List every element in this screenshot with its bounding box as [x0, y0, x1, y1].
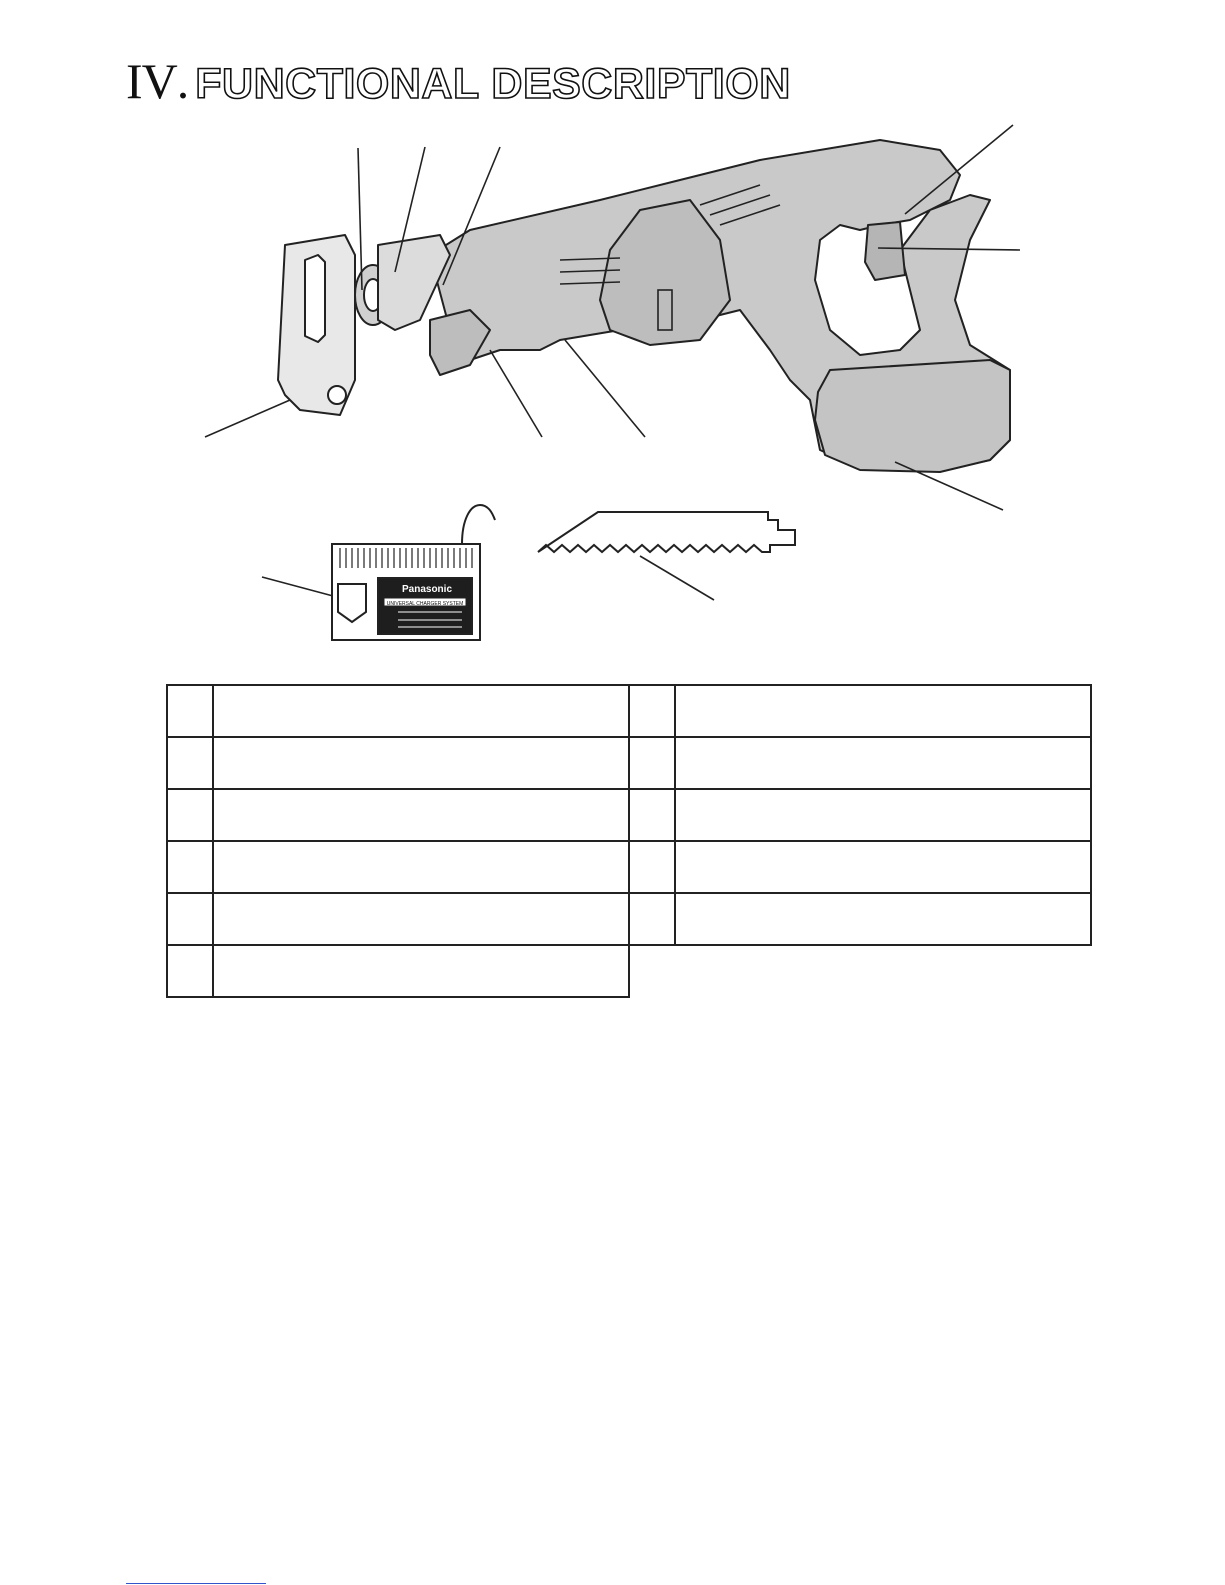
charger-brand: Panasonic: [401, 584, 453, 595]
part-name-cell: [675, 789, 1091, 841]
battery-pack: [815, 360, 1010, 472]
part-name-cell: [675, 841, 1091, 893]
shoe-guard: [430, 310, 490, 375]
part-name-cell: [213, 685, 629, 737]
part-name-cell: [213, 945, 629, 997]
parts-table: [166, 684, 1092, 998]
part-number-cell: [629, 841, 675, 893]
footer-rule: [126, 1583, 266, 1584]
table-row: [167, 789, 1091, 841]
battery-charger: [332, 505, 495, 640]
table-row: [167, 945, 1091, 997]
table-row: [167, 841, 1091, 893]
part-number-cell: [167, 945, 213, 997]
part-name-cell: [213, 737, 629, 789]
part-name-cell: [213, 789, 629, 841]
table-row: [167, 893, 1091, 945]
part-name-cell: [213, 893, 629, 945]
table-row: [167, 737, 1091, 789]
part-number-cell: [629, 893, 675, 945]
part-number-cell: [167, 685, 213, 737]
trigger: [865, 222, 905, 280]
part-number-cell: [629, 685, 675, 737]
part-name-cell: [213, 841, 629, 893]
saw-blade: [538, 512, 795, 552]
part-number-cell: [167, 841, 213, 893]
table-row: [167, 685, 1091, 737]
part-number-cell: [167, 893, 213, 945]
section-number-dot: .: [176, 53, 190, 109]
part-number-cell: [629, 789, 675, 841]
section-title: FUNCTIONAL DESCRIPTION: [195, 60, 791, 108]
part-number-cell: [167, 789, 213, 841]
part-number-cell: [167, 737, 213, 789]
part-number-cell: [629, 737, 675, 789]
part-name-cell: [675, 685, 1091, 737]
saw-illustration: [0, 0, 1225, 680]
part-name-cell: [675, 737, 1091, 789]
section-number: IV: [126, 53, 177, 109]
charger-panel-text: UNIVERSAL CHARGER SYSTEM: [386, 601, 464, 607]
part-name-cell: [675, 893, 1091, 945]
